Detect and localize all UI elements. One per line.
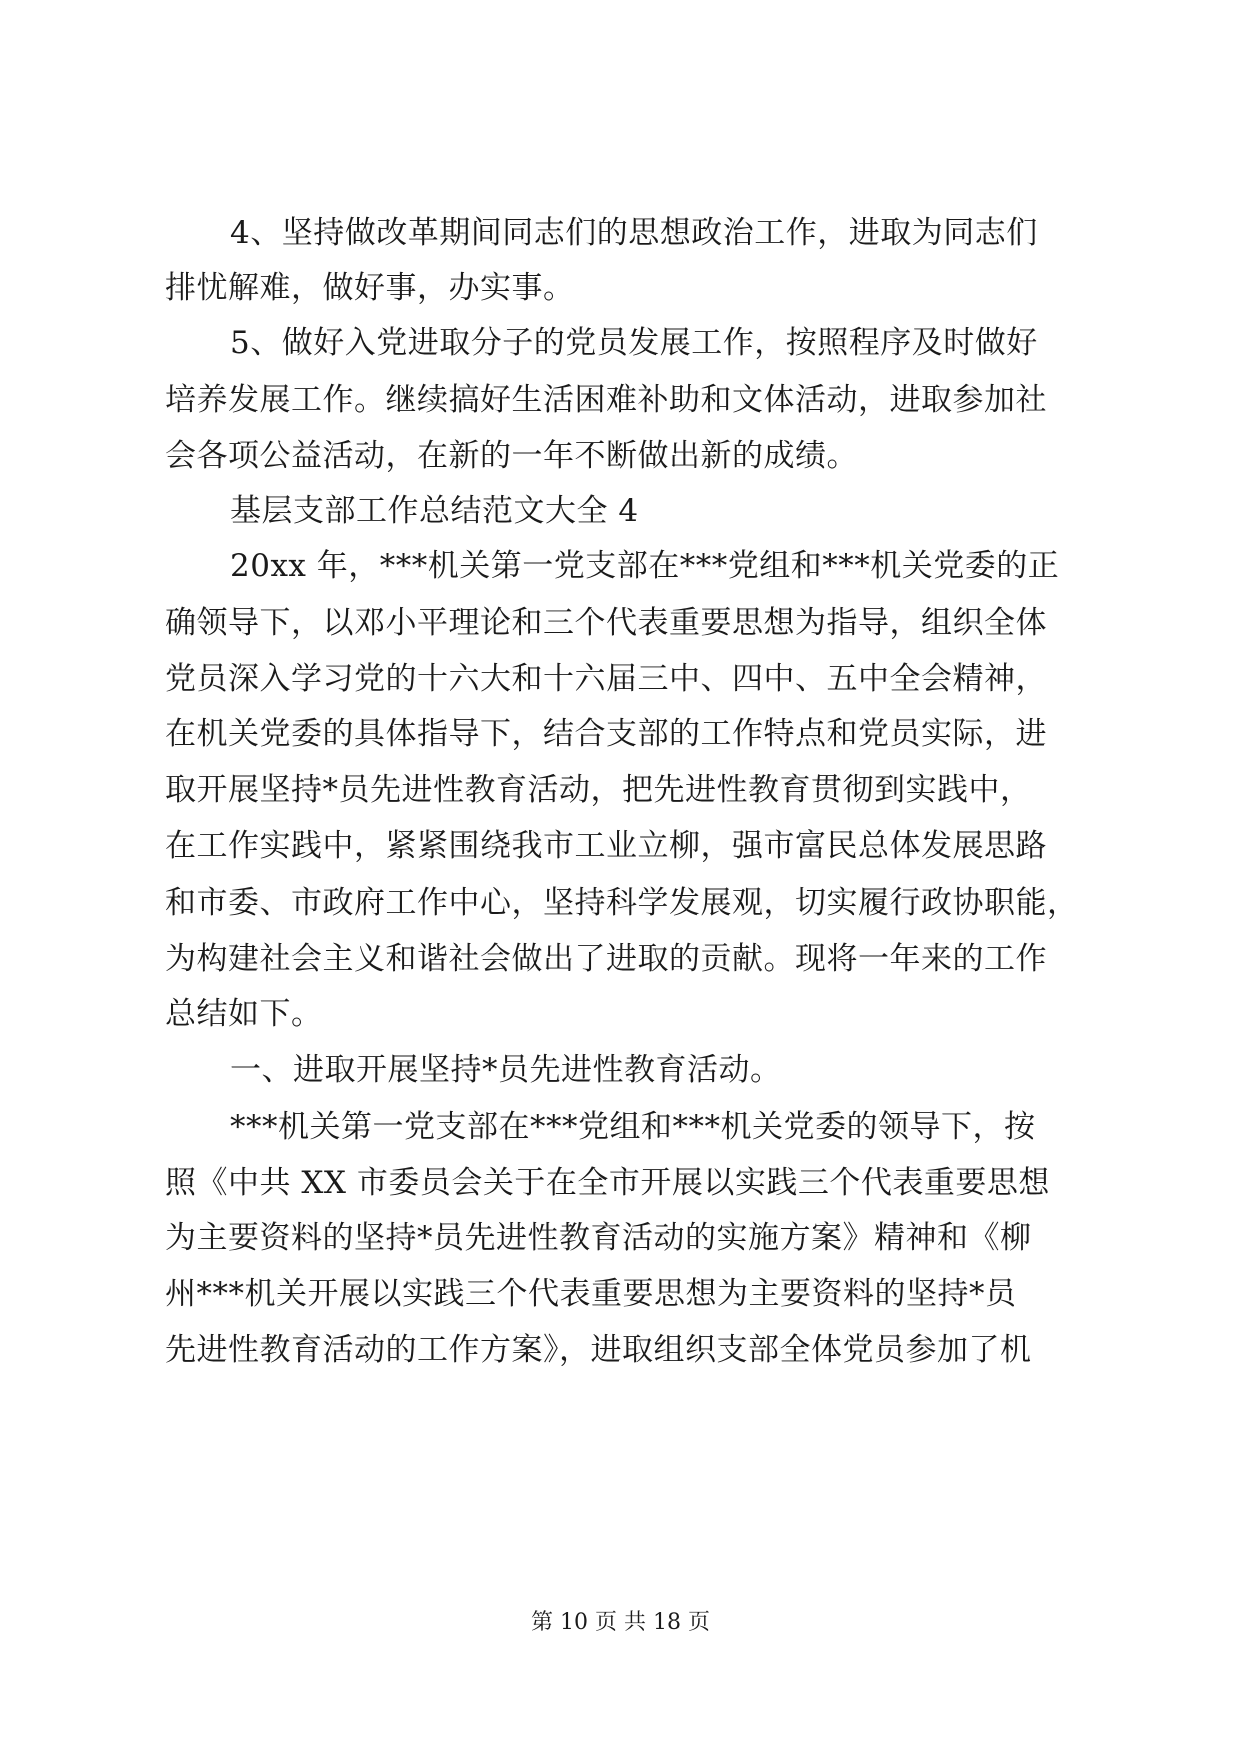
paragraph-line: ***机关第一党支部在***党组和***机关党委的领导下，按 [230,1109,1036,1145]
paragraph-line: 党员深入学习党的十六大和十六届三中、四中、五中全会精神， [165,661,1047,697]
paragraph-line: 州***机关开展以实践三个代表重要思想为主要资料的坚持*员 [165,1276,1017,1312]
page-number-footer: 第 10 页 共 18 页 [531,1610,710,1635]
paragraph-line: 5、做好入党进取分子的党员发展工作，按照程序及时做好 [230,325,1038,361]
paragraph-line: 照《中共 XX 市委员会关于在全市开展以实践三个代表重要思想 [165,1165,1050,1201]
paragraph-line: 在机关党委的具体指导下，结合支部的工作特点和党员实际，进 [165,716,1047,752]
paragraph-line: 培养发展工作。继续搞好生活困难补助和文体活动，进取参加社 [165,382,1047,418]
paragraph-line: 先进性教育活动的工作方案》，进取组织支部全体党员参加了机 [165,1332,1032,1368]
paragraph-line: 会各项公益活动，在新的一年不断做出新的成绩。 [165,438,858,474]
paragraph-line: 确领导下，以邓小平理论和三个代表重要思想为指导，组织全体 [165,605,1047,641]
paragraph-line: 在工作实践中，紧紧围绕我市工业立柳，强市富民总体发展思路 [165,828,1047,864]
paragraph-line: 总结如下。 [165,996,323,1032]
section-heading: 一、进取开展坚持*员先进性教育活动。 [230,1052,782,1088]
paragraph-line: 为构建社会主义和谐社会做出了进取的贡献。现将一年来的工作 [165,941,1047,977]
paragraph-line: 取开展坚持*员先进性教育活动，把先进性教育贯彻到实践中， [165,772,1032,808]
paragraph-line: 20xx 年，***机关第一党支部在***党组和***机关党委的正 [230,548,1060,584]
paragraph-line: 和市委、市政府工作中心，坚持科学发展观，切实履行政协职能， [165,885,1079,921]
section-heading: 基层支部工作总结范文大全 4 [230,493,639,529]
paragraph-line: 4、坚持做改革期间同志们的思想政治工作，进取为同志们 [230,215,1038,251]
paragraph-line: 为主要资料的坚持*员先进性教育活动的实施方案》精神和《柳 [165,1220,1032,1256]
paragraph-line: 排忧解难，做好事，办实事。 [165,270,575,306]
